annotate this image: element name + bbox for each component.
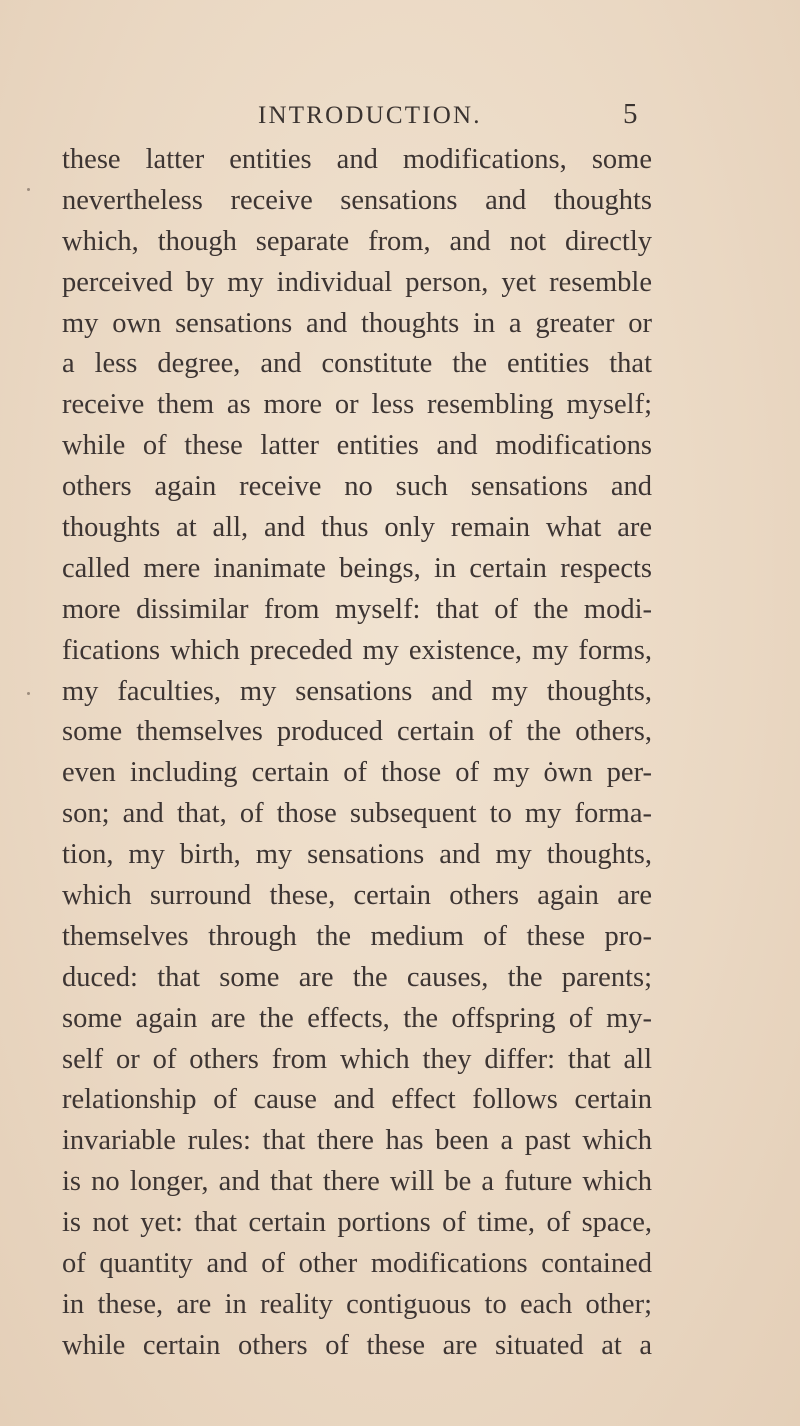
text-line: my own sensations and thoughts in a greater or bbox=[62, 307, 652, 339]
text-line: more dissimilar from myself: that of the modi- bbox=[62, 593, 652, 625]
text-line: a less degree, and constitute the entities that bbox=[62, 348, 652, 380]
text-line: of quantity and of other modifications contained bbox=[62, 1248, 652, 1280]
running-head bbox=[0, 96, 800, 136]
text-line: called mere inanimate beings, in certain respects bbox=[62, 552, 652, 584]
text-line: fications which preceded my existence, my forms, bbox=[62, 634, 652, 666]
text-line: while of these latter entities and modifications bbox=[62, 430, 652, 462]
margin-speck bbox=[27, 692, 30, 695]
text-line: themselves through the medium of these pro- bbox=[62, 920, 652, 952]
text-line: self or of others from which they differ: that all bbox=[62, 1043, 652, 1075]
text-line: these latter entities and modifications, some bbox=[62, 144, 652, 175]
text-line: others again receive no such sensations and bbox=[62, 471, 652, 503]
text-line: is no longer, and that there will be a future which bbox=[62, 1166, 652, 1198]
text-line: some themselves produced certain of the others, bbox=[62, 716, 652, 748]
text-line: tion, my birth, my sensations and my thoughts, bbox=[62, 839, 652, 871]
text-line: perceived by my individual person, yet resemble bbox=[62, 266, 652, 298]
text-line: even including certain of those of my ȯwn per- bbox=[62, 757, 652, 789]
page-number: 5 bbox=[623, 98, 638, 130]
text-line: which, though separate from, and not directly bbox=[62, 225, 652, 257]
text-line: some again are the effects, the offspring of my- bbox=[62, 1002, 652, 1034]
text-line: nevertheless receive sensations and thoughts bbox=[62, 184, 652, 216]
text-line: my faculties, my sensations and my thoughts, bbox=[62, 675, 652, 707]
text-line: while certain others of these are situated at a bbox=[62, 1329, 652, 1361]
text-line: receive them as more or less resembling myself; bbox=[62, 389, 652, 421]
text-line: is not yet: that certain portions of time, of space, bbox=[62, 1207, 652, 1239]
text-line: which surround these, certain others again are bbox=[62, 880, 652, 912]
text-line: in these, are in reality contiguous to each other; bbox=[62, 1288, 652, 1320]
text-line: son; and that, of those subsequent to my forma- bbox=[62, 798, 652, 830]
body-text bbox=[62, 140, 652, 1367]
text-line: thoughts at all, and thus only remain what are bbox=[62, 512, 652, 544]
text-line: relationship of cause and effect follows certain bbox=[62, 1084, 652, 1116]
margin-speck bbox=[27, 188, 30, 191]
text-line: invariable rules: that there has been a past which bbox=[62, 1125, 652, 1157]
text-line: duced: that some are the causes, the parents; bbox=[62, 961, 652, 993]
running-title: INTRODUCTION. bbox=[258, 102, 482, 129]
